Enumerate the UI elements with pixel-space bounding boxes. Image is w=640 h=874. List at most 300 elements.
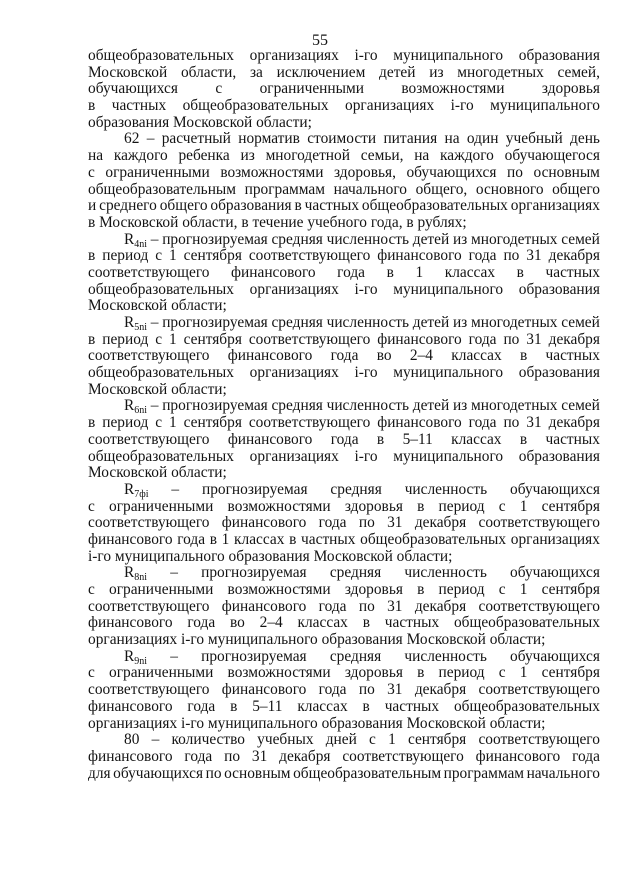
- text-line: [88, 248, 600, 265]
- word: 62: [124, 130, 140, 148]
- word: [124, 482, 149, 499]
- word: года: [184, 747, 213, 765]
- word: соответствующего: [478, 514, 600, 532]
- variable-symbol: R: [124, 480, 135, 498]
- word: муниципального: [393, 447, 504, 465]
- word: года: [318, 514, 347, 532]
- word: классах: [297, 614, 348, 632]
- word: соответствующего: [88, 347, 210, 365]
- word: 31: [526, 247, 542, 265]
- word: численность: [326, 314, 410, 331]
- word: по: [503, 414, 520, 432]
- word: многодетных: [457, 63, 544, 81]
- word: здоровья: [344, 581, 403, 598]
- word: 31: [526, 414, 542, 432]
- word: классах: [234, 530, 285, 548]
- word: из: [452, 314, 468, 331]
- word: декабря: [548, 247, 600, 265]
- word: возможностями: [227, 497, 331, 515]
- word: 1: [519, 581, 528, 598]
- word: финансового: [221, 681, 307, 699]
- word: соответствующего: [478, 681, 600, 699]
- word: общеобразовательных: [361, 197, 508, 215]
- word: частных: [545, 430, 600, 448]
- word: возможностями: [401, 80, 505, 98]
- text-line: [88, 365, 600, 382]
- word: организациях i-го муниципального образования Московской области;: [88, 714, 546, 732]
- word: 1: [168, 414, 177, 432]
- word: в: [516, 263, 524, 281]
- word: общего: [552, 180, 600, 198]
- text-line: [88, 732, 600, 749]
- word: исключением: [276, 63, 366, 81]
- word: соответствующего: [248, 414, 371, 432]
- word: Московской области;: [88, 297, 227, 315]
- word: декабря: [414, 597, 467, 615]
- word: общеобразовательных: [182, 97, 329, 115]
- text-line: [88, 465, 600, 482]
- word: период: [438, 581, 485, 598]
- word: соответствующего: [88, 263, 210, 281]
- word: финансового: [227, 347, 313, 365]
- word: 1: [519, 497, 528, 515]
- word: организациях: [345, 97, 435, 115]
- text-line: [88, 315, 600, 332]
- text-line: [88, 565, 600, 582]
- word: учебных: [257, 731, 314, 749]
- word: года: [187, 697, 216, 715]
- word: соответствующего: [248, 247, 371, 265]
- word: многодетных: [470, 230, 558, 248]
- word: каждого: [440, 147, 494, 165]
- word: по: [358, 597, 375, 615]
- word: Московской: [88, 63, 168, 81]
- word: с: [155, 330, 163, 348]
- word: питания: [383, 130, 438, 148]
- word: года: [468, 414, 497, 432]
- word: обучающихся: [510, 647, 600, 665]
- word: классах: [297, 697, 348, 715]
- word: [124, 398, 147, 415]
- word: 31: [387, 681, 403, 699]
- word: с: [88, 497, 95, 515]
- word: на: [444, 130, 460, 148]
- word: сентября: [541, 664, 600, 682]
- word: Московской области;: [88, 464, 227, 482]
- word: Московской области;: [88, 380, 227, 398]
- word: средняя: [271, 230, 323, 248]
- word: соответствующего: [88, 681, 210, 699]
- word: в: [362, 697, 370, 715]
- word: соответствующего: [478, 731, 600, 749]
- word: организациях: [249, 47, 339, 64]
- word: i-го: [354, 447, 378, 465]
- word: детей: [412, 397, 450, 415]
- word: детей: [412, 314, 450, 331]
- word: возможностями: [227, 581, 331, 598]
- variable-subscript: 9ni: [134, 655, 148, 667]
- word: –: [150, 314, 159, 331]
- word: i-го муниципального образования Московской области;: [88, 547, 453, 565]
- word: период: [102, 330, 149, 348]
- word: [124, 315, 147, 332]
- word: в: [88, 414, 96, 432]
- word: года: [337, 263, 365, 281]
- text-line: [88, 148, 600, 165]
- word: муниципального: [393, 280, 504, 298]
- word: классах: [451, 430, 502, 448]
- word: общеобразовательным: [293, 764, 442, 782]
- word: 80: [124, 731, 140, 749]
- word: из: [452, 397, 468, 415]
- text-line: [88, 449, 600, 466]
- text-line: [88, 415, 600, 432]
- word: частных: [304, 197, 360, 215]
- word: образования: [518, 447, 600, 465]
- word: –: [146, 130, 155, 148]
- word: финансового: [221, 514, 307, 532]
- word: семей,: [557, 63, 600, 81]
- word: –: [151, 731, 160, 749]
- word: общеобразовательным: [88, 180, 237, 198]
- word: 1: [168, 247, 177, 265]
- word: муниципального: [393, 364, 504, 382]
- word: по: [503, 330, 520, 348]
- word: i-го: [354, 47, 378, 64]
- word: [124, 565, 147, 582]
- word: организациях: [249, 280, 339, 298]
- word: сентября: [407, 731, 467, 749]
- word: финансового: [377, 247, 462, 265]
- word: общеобразовательных: [88, 47, 234, 64]
- word: i-го: [354, 364, 378, 382]
- word: года: [318, 681, 347, 699]
- word: норматив: [238, 130, 300, 148]
- word: начального: [333, 180, 408, 198]
- word: года: [177, 530, 206, 548]
- word: прогнозируемая: [162, 314, 268, 331]
- text-line: [88, 515, 600, 532]
- word: в: [519, 347, 528, 365]
- variable-subscript: 4ni: [134, 238, 148, 250]
- text-line: [88, 499, 600, 516]
- word: классах: [451, 347, 502, 365]
- word: года: [468, 247, 497, 265]
- word: прогнозируемая: [201, 647, 307, 665]
- word: общеобразовательных: [88, 364, 234, 382]
- word: –: [170, 647, 178, 665]
- text-line: [88, 699, 600, 716]
- text-line: [88, 198, 600, 215]
- word: учебный: [505, 130, 563, 148]
- word: по: [503, 247, 520, 265]
- text-line: [88, 215, 600, 232]
- word: численность: [404, 564, 487, 582]
- word: дней: [325, 731, 357, 749]
- word: основным: [533, 163, 600, 181]
- word: семей: [561, 314, 600, 331]
- text-line: [88, 599, 600, 616]
- word: года: [468, 330, 497, 348]
- word: с: [155, 247, 163, 265]
- word: i-го: [450, 97, 474, 115]
- word: на: [88, 147, 104, 165]
- word: с: [498, 497, 506, 515]
- word: –: [170, 564, 178, 582]
- word: семей: [561, 230, 600, 248]
- word: из: [429, 63, 444, 81]
- word: декабря: [414, 514, 467, 532]
- word: общего,: [415, 180, 468, 198]
- word: программам: [244, 180, 326, 198]
- word: прогнозируемая: [201, 480, 308, 498]
- word: года: [330, 347, 359, 365]
- word: среднего: [99, 197, 157, 215]
- word: основным: [224, 764, 291, 782]
- word: i-го: [354, 280, 378, 298]
- text-line: [88, 766, 600, 783]
- word: детей: [379, 63, 416, 81]
- word: области,: [180, 63, 237, 81]
- word: организациях: [510, 197, 600, 215]
- word: с: [498, 581, 506, 598]
- word: в: [88, 330, 96, 348]
- text-line: [88, 432, 600, 449]
- variable-symbol: R: [124, 314, 135, 331]
- word: общего: [159, 197, 208, 215]
- word: один: [466, 130, 499, 148]
- text-line: [88, 482, 600, 499]
- word: многодетной: [265, 147, 350, 165]
- word: 1: [388, 731, 396, 749]
- text-line: [88, 332, 600, 349]
- word: 2–4: [259, 614, 283, 632]
- word: декабря: [548, 330, 600, 348]
- word: здоровья,: [334, 163, 396, 181]
- word: 1: [519, 664, 528, 682]
- word: 5–11: [402, 430, 433, 448]
- word: организациях i-го муниципального образования Московской области;: [88, 631, 546, 649]
- word: финансового: [227, 430, 313, 448]
- word: соответствующего: [88, 430, 210, 448]
- word: многодетных: [470, 314, 558, 331]
- word: сентября: [183, 330, 242, 348]
- word: расчетный: [161, 130, 231, 148]
- word: [124, 649, 147, 666]
- text-line: [88, 81, 600, 98]
- text-line: [88, 165, 600, 182]
- word: обучающихся: [113, 764, 204, 782]
- variable-subscript: 8ni: [134, 572, 148, 584]
- word: финансового: [88, 530, 173, 548]
- text-line: [88, 265, 600, 282]
- word: 2–4: [409, 347, 433, 365]
- word: финансового: [221, 597, 307, 615]
- word: средняя: [271, 314, 323, 331]
- word: прогнозируемая: [162, 230, 268, 248]
- word: образования Московской области;: [88, 113, 312, 131]
- word: средняя: [329, 647, 382, 665]
- word: период: [102, 247, 149, 265]
- word: многодетных: [470, 397, 558, 415]
- word: численность: [404, 647, 487, 665]
- word: в: [362, 614, 370, 632]
- word: в: [519, 430, 528, 448]
- word: численность: [404, 480, 488, 498]
- text-line: [88, 348, 600, 365]
- word: года: [318, 597, 347, 615]
- word: семьи,: [360, 147, 404, 165]
- word: частных: [384, 614, 440, 632]
- word: обучающегося: [504, 147, 600, 165]
- word: прогнозируемая: [201, 564, 307, 582]
- variable-subscript: 6ni: [134, 405, 148, 417]
- word: с: [88, 664, 95, 682]
- text-line: [88, 749, 600, 766]
- word: финансового: [88, 614, 173, 632]
- word: декабря: [414, 681, 467, 699]
- word: период: [438, 664, 485, 682]
- variable-subscript: 5ni: [134, 322, 148, 333]
- word: день: [570, 130, 600, 148]
- word: года: [572, 747, 600, 765]
- word: муниципального: [393, 47, 504, 64]
- text-line: [88, 48, 600, 65]
- word: здоровья: [344, 497, 403, 515]
- word: года: [187, 614, 216, 632]
- word: стоимости: [307, 130, 377, 148]
- word: образования: [518, 280, 600, 298]
- word: частных: [301, 530, 356, 548]
- word: организациях: [510, 530, 600, 548]
- word: ребенка: [178, 147, 230, 165]
- word: декабря: [548, 414, 600, 432]
- word: соответствующего: [342, 747, 464, 765]
- text-line: [88, 716, 600, 733]
- word: каждого: [113, 147, 168, 165]
- word: сентября: [183, 247, 242, 265]
- word: организациях: [249, 447, 339, 465]
- word: ограниченными: [109, 497, 214, 515]
- text-line: [88, 665, 600, 682]
- word: во: [229, 614, 245, 632]
- text-line: [88, 182, 600, 199]
- word: возможностями: [227, 664, 331, 682]
- word: для: [88, 764, 111, 782]
- word: общеобразовательных: [88, 280, 234, 298]
- word: период: [102, 414, 149, 432]
- text-line: [88, 398, 600, 415]
- word: прогнозируемая: [162, 397, 268, 415]
- word: средняя: [271, 397, 323, 415]
- word: обучающихся: [88, 80, 178, 98]
- word: –: [150, 230, 159, 248]
- word: финансового: [475, 747, 561, 765]
- word: соответствующего: [88, 514, 210, 532]
- variable-symbol: R: [124, 647, 135, 665]
- word: 31: [387, 597, 403, 615]
- text-line: [88, 232, 600, 249]
- text-line: [88, 549, 600, 566]
- word: здоровья: [344, 664, 403, 682]
- word: детей: [412, 230, 450, 248]
- word: соответствующего: [248, 330, 371, 348]
- word: в: [289, 530, 297, 548]
- word: в: [88, 247, 96, 265]
- word: –: [171, 480, 180, 498]
- page-number: 55: [312, 32, 328, 49]
- word: финансового: [231, 263, 316, 281]
- word: обучающихся: [406, 163, 497, 181]
- word: финансового: [88, 697, 173, 715]
- word: 31: [387, 514, 403, 532]
- text-line: [88, 382, 600, 399]
- word: частных: [545, 347, 600, 365]
- word: с: [369, 731, 376, 749]
- word: основного: [475, 180, 544, 198]
- word: года: [330, 430, 359, 448]
- word: возможностями: [220, 163, 324, 181]
- word: с: [88, 163, 95, 181]
- word: ограниченными: [109, 664, 214, 682]
- word: за: [249, 63, 263, 81]
- word: период: [438, 497, 485, 515]
- variable-symbol: R: [124, 564, 135, 582]
- text-line: [88, 115, 600, 132]
- word: здоровья: [541, 80, 600, 98]
- text-line: [88, 632, 600, 649]
- word: в: [376, 430, 385, 448]
- word: сентября: [541, 581, 600, 598]
- word: из: [240, 147, 255, 165]
- word: программам: [443, 764, 525, 782]
- text-line: [88, 582, 600, 599]
- word: численность: [326, 230, 410, 248]
- word: соответствующего: [88, 597, 210, 615]
- text-line: [88, 98, 600, 115]
- word: в: [294, 197, 302, 215]
- word: декабря: [279, 747, 331, 765]
- text-line: [88, 298, 600, 315]
- word: в: [88, 97, 96, 115]
- text-line: [88, 682, 600, 699]
- word: с: [498, 664, 506, 682]
- word: средняя: [330, 480, 382, 498]
- word: [124, 232, 147, 249]
- word: с: [215, 80, 223, 98]
- word: организациях: [249, 364, 339, 382]
- word: в: [230, 697, 238, 715]
- word: во: [376, 347, 392, 365]
- word: в: [209, 530, 217, 548]
- word: 31: [251, 747, 268, 765]
- text-line: [88, 282, 600, 299]
- word: семей: [561, 397, 600, 415]
- variable-symbol: R: [124, 397, 135, 415]
- word: 31: [526, 330, 542, 348]
- word: сентября: [541, 497, 600, 515]
- word: финансового: [377, 330, 462, 348]
- word: количество: [171, 731, 245, 749]
- word: обучающихся: [510, 564, 600, 582]
- word: с: [88, 581, 95, 598]
- word: на: [414, 147, 430, 165]
- word: средняя: [329, 564, 382, 582]
- word: соответствующего: [478, 597, 600, 615]
- word: и: [88, 197, 97, 215]
- word: частных: [545, 263, 600, 281]
- word: 5–11: [252, 697, 283, 715]
